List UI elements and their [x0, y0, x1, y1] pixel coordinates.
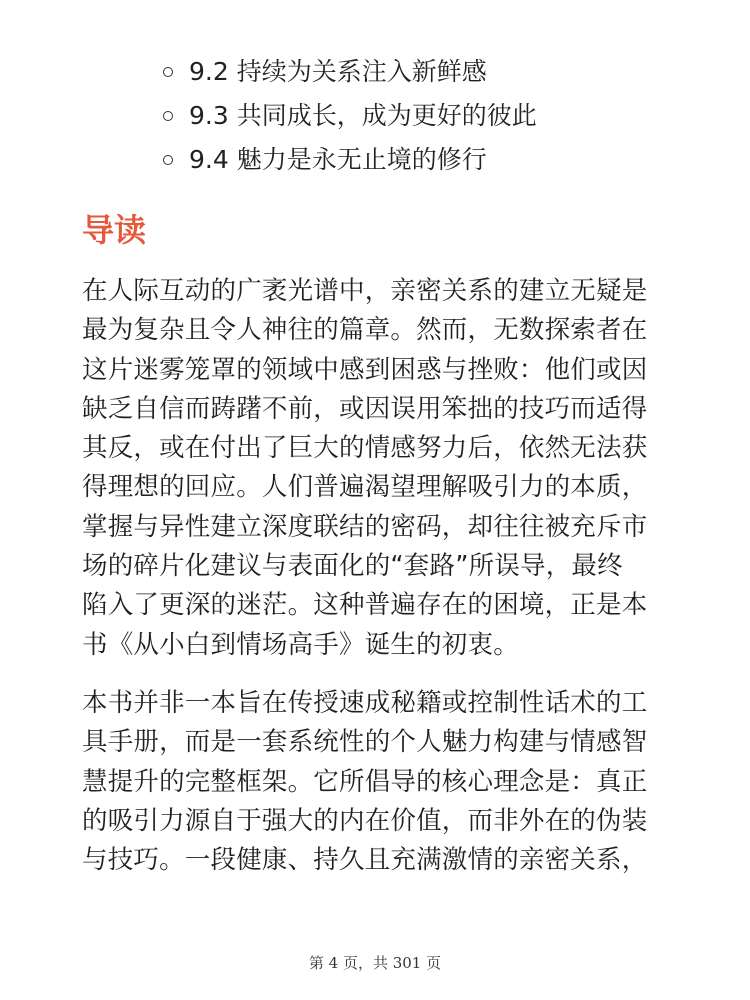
toc-item-label: 9.4 魅力是永无止境的修行 — [189, 145, 487, 174]
page-number-footer: 第 4 页，共 301 页 — [308, 954, 442, 972]
toc-item[interactable] — [163, 50, 537, 94]
toc-item-label: 9.3 共同成长，成为更好的彼此 — [189, 101, 537, 130]
section-heading: 导读 — [82, 211, 147, 249]
toc-list — [163, 50, 537, 182]
toc-item-label: 9.2 持续为关系注入新鲜感 — [189, 57, 487, 86]
body-paragraph: 本书并非一本旨在传授速成秘籍或控制性话术的工 具手册，而是一套系统性的个人魅力构建与情感智 慧提升的完整框架。它所倡导的核心理念是：真正 的吸引力源自于强大的内在价值，而非外在的伪装 与技巧。一段健康、持久且充满激情的亲密关系， — [82, 688, 648, 876]
hollow-circle-bullet-icon — [163, 155, 173, 165]
hollow-circle-bullet-icon — [163, 67, 173, 77]
toc-item[interactable] — [163, 138, 537, 182]
body-paragraph: 在人际互动的广袤光谱中，亲密关系的建立无疑是 最为复杂且令人神往的篇章。然而，无数探索者在 这片迷雾笼罩的领域中感到困惑与挫败：他们或因 缺乏自信而踌躇不前，或因误用笨拙的技巧而适得 其反，或在付出了巨大的情感努力后，依然无法获 得理想的回应。人们普遍渴望理解吸引力的本质， 掌握与异性建立深度联结的密码，却往往被充斥市 场的碎片化建议与表面化的“套路”所误导，最终 陷入了更深的迷茫。这种普遍存在的困境，正是本 书《从小白到情场高手》诞生的初衷。 — [82, 276, 648, 660]
hollow-circle-bullet-icon — [163, 111, 173, 121]
toc-item[interactable] — [163, 94, 537, 138]
